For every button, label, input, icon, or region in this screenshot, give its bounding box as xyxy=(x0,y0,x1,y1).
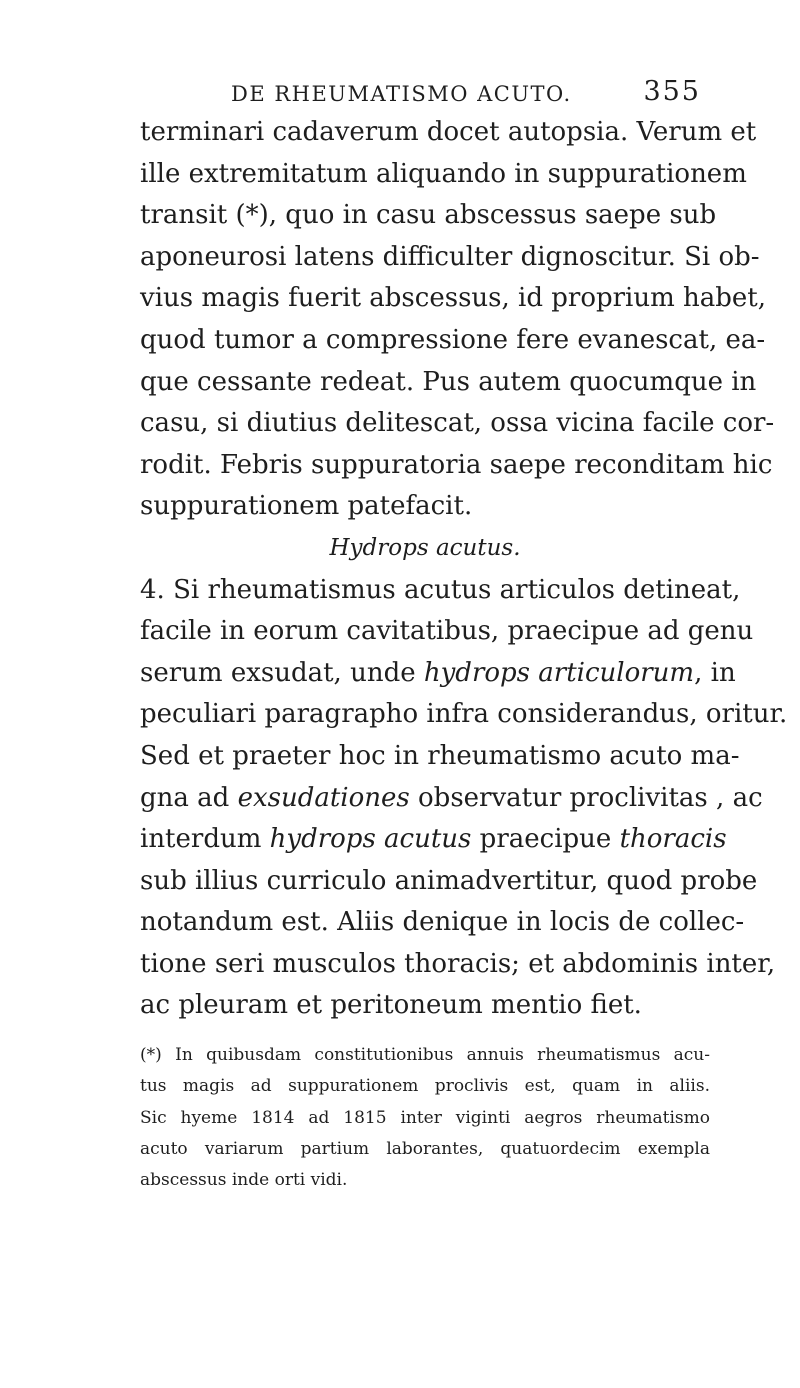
footnote-line: acuto variarum partium laborantes, quatuordecim exempla xyxy=(140,1138,710,1159)
text-segment: serum exsudat, unde xyxy=(140,657,424,688)
text-line: ille extremitatum aliquando in suppurationem xyxy=(140,158,747,189)
footnote xyxy=(140,1040,710,1196)
footnote-line: (*) In quibusdam constitutionibus annuis rheumatismus acu- xyxy=(140,1045,710,1065)
text-segment: praecipue xyxy=(471,824,620,855)
section-heading: Hydrops acutus. xyxy=(329,534,521,561)
text-line: terminari cadaverum docet autopsia. Verum et xyxy=(140,117,757,147)
main-text xyxy=(140,112,788,1027)
text-line: vius magis fuerit abscessus, id proprium habet, xyxy=(140,283,767,314)
italic-term: hydrops articulorum xyxy=(423,657,695,688)
footnote-line: tus magis ad suppurationem proclivis est, quam in aliis. xyxy=(140,1076,710,1097)
text-line: 4. Si rheumatismus acutus articulos detineat, xyxy=(140,574,741,605)
text-line: transit (*), quo in casu abscessus saepe sub xyxy=(140,200,717,231)
text-line: ac pleuram et peritoneum mentio fiet. xyxy=(140,990,642,1021)
text-line: sub illius curriculo animadvertitur, quod probe xyxy=(140,865,758,896)
text-line xyxy=(140,778,763,820)
text-segment: interdum xyxy=(140,824,270,855)
text-line: suppurationem patefacit. xyxy=(140,491,473,522)
text-line: casu, si diutius delitescat, ossa vicina facile cor- xyxy=(140,408,775,439)
text-line: aponeurosi latens difficulter dignoscitur. Si ob- xyxy=(140,241,760,272)
text-line: quod tumor a compressione fere evanescat, ea- xyxy=(140,324,766,355)
text-segment: observatur proclivitas , ac xyxy=(409,782,763,813)
text-line: rodit. Febris suppuratoria saepe reconditam hic xyxy=(140,449,773,480)
text-line xyxy=(140,653,736,695)
running-head-title: DE RHEUMATISMO ACUTO. xyxy=(231,82,572,106)
page-number: 355 xyxy=(643,76,701,107)
text-segment: gna ad xyxy=(140,782,238,813)
text-line: notandum est. Aliis denique in locis de collec- xyxy=(140,907,745,938)
text-line: peculiari paragrapho infra considerandus, oritur. xyxy=(140,699,788,730)
text-line xyxy=(140,819,727,861)
italic-term: exsudationes xyxy=(237,782,410,813)
footnote-line: Sic hyeme 1814 ad 1815 inter viginti aegros rheumatismo xyxy=(140,1107,710,1128)
text-segment: , in xyxy=(694,657,736,688)
italic-term: thoracis xyxy=(619,824,727,855)
footnote-line: abscessus inde orti vidi. xyxy=(140,1170,348,1191)
text-line: facile in eorum cavitatibus, praecipue ad genu xyxy=(140,616,754,647)
text-line: Sed et praeter hoc in rheumatismo acuto ma- xyxy=(140,740,740,771)
text-line: que cessante redeat. Pus autem quocumque in xyxy=(140,366,757,397)
italic-term: hydrops acutus xyxy=(269,824,472,855)
text-line: tione seri musculos thoracis; et abdominis inter, xyxy=(140,948,776,979)
